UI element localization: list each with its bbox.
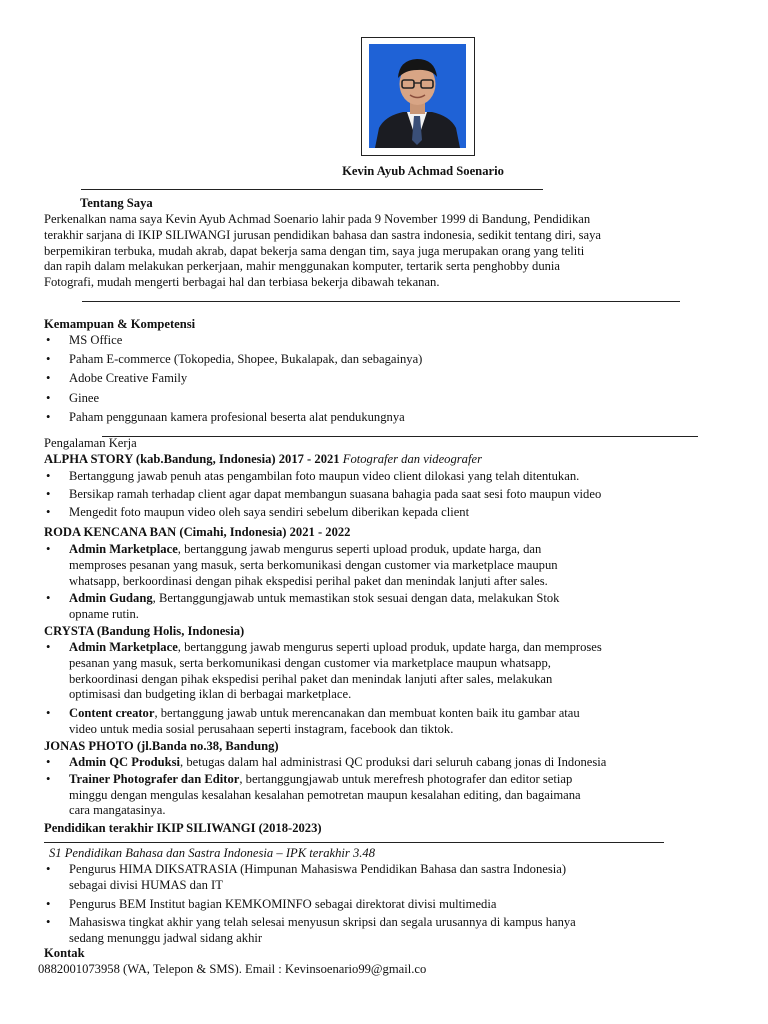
- roda-duties: [44, 542, 559, 623]
- divider: [44, 842, 664, 843]
- list-item: [44, 915, 576, 947]
- duty-text: , Bertanggungjawab untuk memastikan stok sesuai dengan data, melakukan Stok: [152, 591, 560, 606]
- education-heading: Pendidikan terakhir IKIP SILIWANGI (2018-2023): [44, 821, 322, 835]
- duty-text: video untuk media sosial perusahaan seperti instagram, facebook dan tiktok.: [69, 721, 454, 736]
- about-line: Perkenalkan nama saya Kevin Ayub Achmad Soenario lahir pada 9 November 1999 di Bandung, Pendidikan: [44, 212, 591, 226]
- duty-title: Admin Gudang: [69, 591, 153, 606]
- about-line: dan rapih dalam melakukan perkerjaan, mahir menggunakan komputer, tertarik serta penghobby dunia: [44, 259, 561, 274]
- job-title-alpha: [44, 452, 482, 468]
- list-item: • Paham E-commerce (Tokopedia, Shopee, Bukalapak, dan sebagainya): [44, 352, 422, 368]
- experience-heading: Pengalaman Kerja: [44, 436, 137, 450]
- activity-text: sebagai divisi HUMAS dan IT: [69, 877, 223, 892]
- divider: [102, 436, 698, 437]
- list-item: • Ginee: [44, 391, 422, 407]
- activity-text: • Pengurus BEM Institut bagian KEMKOMINFO sebagai direktorat divisi multimedia: [69, 896, 497, 911]
- activity-text: • Pengurus HIMA DIKSATRASIA (Himpunan Mahasiswa Pendidikan Bahasa dan sastra Indonesia): [69, 862, 567, 876]
- job-title-jonas: JONAS PHOTO (jl.Banda no.38, Bandung): [44, 739, 279, 753]
- duty-title: Admin Marketplace: [69, 640, 178, 654]
- activity-text: • Mahasiswa tingkat akhir yang telah selesai menyusun skripsi dan segala urusannya di kampus hanya: [69, 915, 576, 930]
- list-item: [44, 897, 576, 913]
- list-item: • Paham penggunaan kamera profesional beserta alat pendukungnya: [44, 410, 422, 426]
- profile-photo-frame: [361, 37, 475, 156]
- candidate-name: Kevin Ayub Achmad Soenario: [342, 164, 504, 178]
- list-item: [44, 706, 602, 738]
- divider: [81, 189, 543, 190]
- profile-photo: [369, 44, 466, 148]
- list-item: [44, 755, 606, 771]
- about-line: berpemikiran terbuka, mudah akrab, dapat bekerja sama dengan tim, saya juga merupakan orang yang teliti: [44, 243, 585, 258]
- contact-heading: Kontak: [44, 946, 85, 960]
- duty-text: , bertanggungjawab untuk merefresh photografer dan editor setiap: [239, 771, 573, 786]
- jonas-duties: [44, 755, 606, 819]
- degree: S1 Pendidikan Bahasa dan Sastra Indonesia – IPK terakhir 3.48: [49, 846, 376, 860]
- about-line: Fotografi, mudah mengerti berbagai hal dan terbiasa bekerja dibawah tekanan.: [44, 275, 440, 290]
- list-item: • Bertanggung jawab penuh atas pengambilan foto maupun video client dilokasi yang telah ditentukan.: [44, 469, 601, 485]
- list-item: • Mengedit foto maupun video oleh saya sendiri sebelum diberikan kepada client: [44, 505, 601, 521]
- duty-text: cara mangatasinya.: [69, 803, 166, 818]
- job-role: Fotografer dan videografer: [342, 452, 482, 466]
- alpha-duties: [44, 469, 601, 520]
- list-item: [44, 862, 576, 894]
- skills-heading: Kemampuan & Kompetensi: [44, 317, 196, 331]
- duty-text: memproses pesanan yang masuk, serta berkomunikasi dengan customer via marketplace maupun: [69, 557, 558, 572]
- list-item: [44, 640, 602, 703]
- duty-title: Content creator: [69, 706, 155, 721]
- duty-text: berkoordinasi dengan pihak ekspedisi perihal paket dan menindak lanjuti after sales, melakukan: [69, 671, 553, 686]
- divider: [82, 301, 680, 302]
- duty-text: whatsapp, berkoordinasi dengan pihak ekspedisi perihal paket dan menindak lanjuti after sales.: [69, 573, 548, 588]
- duty-title: Admin Marketplace: [69, 542, 178, 556]
- duty-text: opname rutin.: [69, 607, 139, 622]
- skills-list: [44, 333, 422, 429]
- list-item: [44, 591, 559, 623]
- duty-title: Admin QC Produksi: [69, 755, 181, 769]
- list-item: [44, 542, 559, 589]
- duty-text: , bertanggung jawab mengurus seperti upload produk, update harga, dan memproses: [177, 640, 602, 654]
- job-title-roda: RODA KENCANA BAN (Cimahi, Indonesia) 2021 - 2022: [44, 525, 351, 539]
- list-item: • Bersikap ramah terhadap client agar dapat membangun suasana bahagia pada saat sesi foto maupun video: [44, 487, 601, 503]
- duty-text: optimisasi dan budgeting iklan di berbagai marketplace.: [69, 687, 352, 702]
- duty-text: minggu dengan mengulas kesalahan kesalahan pemotretan maupun kesalahan editing, dan bagaimana: [69, 787, 581, 802]
- person-portrait-icon: [369, 44, 466, 148]
- duty-text: , bertanggung jawab untuk merencanakan dan membuat konten baik itu gambar atau: [154, 706, 580, 721]
- job-company: ALPHA STORY (kab.Bandung, Indonesia) 2017 - 2021: [44, 452, 340, 466]
- duty-text: , betugas dalam hal administrasi QC produksi dari seluruh cabang jonas di Indonesia: [180, 755, 607, 769]
- activity-text: sedang menunggu jadwal sidang akhir: [69, 931, 263, 946]
- job-title-crysta: CRYSTA (Bandung Holis, Indonesia): [44, 624, 245, 638]
- list-item: • Adobe Creative Family: [44, 371, 422, 387]
- about-line: terakhir sarjana di IKIP SILIWANGI jurusan pendidikan bahasa dan sastra indonesia, sedikit tentang diri, saya: [44, 227, 601, 242]
- about-heading: Tentang Saya: [80, 196, 153, 210]
- crysta-duties: [44, 640, 602, 738]
- list-item: • MS Office: [44, 333, 422, 349]
- duty-text: pesanan yang masuk, serta berkomunikasi dengan customer via marketplace maupun whatsapp,: [69, 655, 551, 670]
- duty-title: Trainer Photografer dan Editor: [69, 771, 240, 786]
- education-activities: [44, 862, 576, 947]
- list-item: [44, 772, 606, 819]
- about-paragraph: [44, 212, 601, 291]
- duty-text: , bertanggung jawab mengurus seperti upload produk, update harga, dan: [177, 542, 542, 556]
- contact-details: 0882001073958 (WA, Telepon & SMS). Email : Kevinsoenario99@gmail.co: [38, 962, 427, 976]
